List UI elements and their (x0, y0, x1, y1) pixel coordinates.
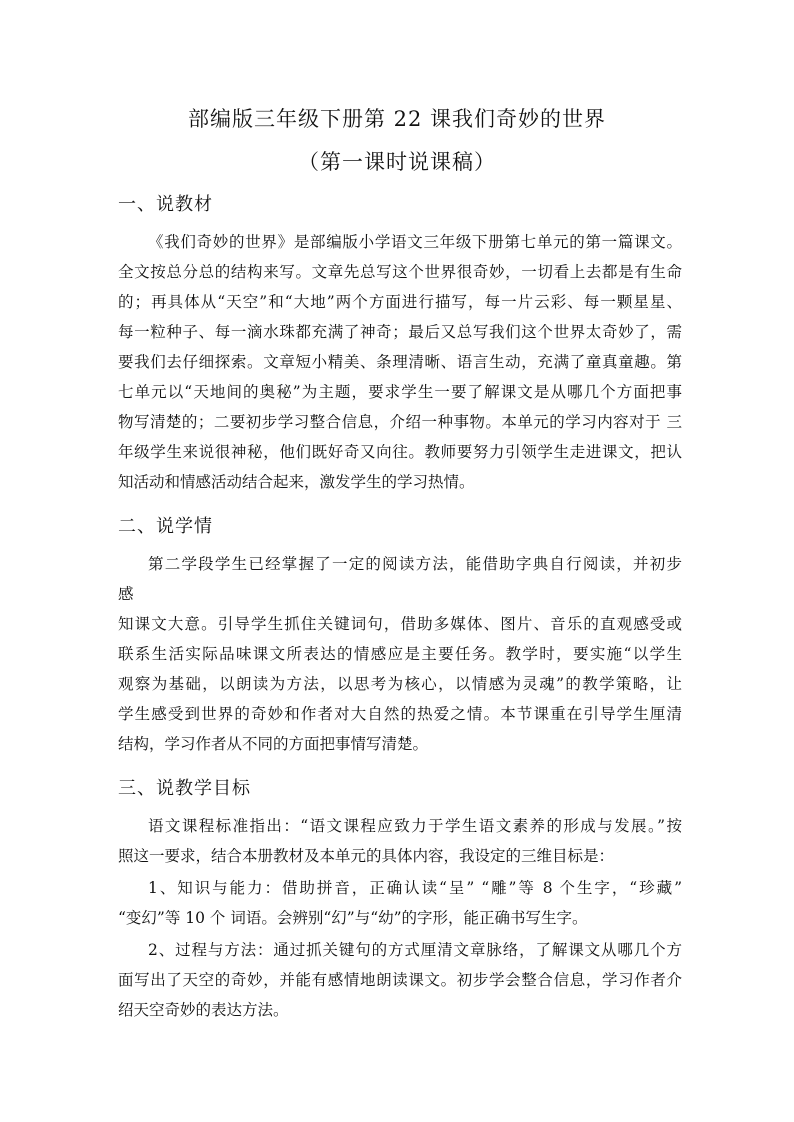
paragraph-line: 《我们奇妙的世界》是部编版小学语文三年级下册第七单元的第一篇课文。 (148, 233, 682, 251)
paragraph-line: 要我们去仔细探索。文章短小精美、条理清晰、语言生动，充满了童真童趣。第 (118, 353, 682, 371)
paragraph-line: 每一粒种子、每一滴水珠都充满了神奇；最后又总写我们这个世界太奇妙了，需 (118, 323, 682, 341)
paragraph-line: 观察为基础，以朗读为方法，以思考为核心，以情感为灵魂”的教学策略，让 (118, 675, 682, 693)
section-heading-textbook: 一、说教材 (118, 194, 213, 215)
section-heading-objectives: 三、说教学目标 (118, 778, 251, 799)
paragraph-line: 知课文大意。引导学生抓住关键词句，借助多媒体、图片、音乐的直观感受或 (118, 615, 682, 633)
paragraph-line: 联系生活实际品味课文所表达的情感应是主要任务。教学时，要实施“以学生 (118, 645, 682, 663)
paragraph-line: 七单元以“天地间的奥秘”为主题，要求学生一要了解课文是从哪几个方面把事 (118, 383, 682, 401)
paragraph-line: 感 (118, 585, 134, 603)
paragraph-line: 绍天空奇妙的表达方法。 (118, 1001, 289, 1019)
paragraph-line: 知活动和情感活动结合起来，激发学生的学习热情。 (118, 473, 475, 491)
paragraph-line: 语文课程标准指出：“语文课程应致力于学生语文素养的形成与发展。”按 (148, 817, 682, 835)
section-heading-learners: 二、说学情 (118, 516, 213, 537)
paragraph-line: 第二学段学生已经掌握了一定的阅读方法，能借助字典自行阅读，并初步 (148, 555, 682, 573)
paragraph-line: 学生感受到世界的奇妙和作者对大自然的热爱之情。本节课重在引导学生厘清 (118, 705, 682, 723)
paragraph-line: 物写清楚的；二要初步学习整合信息，介绍一种事物。本单元的学习内容对于 三 (118, 413, 682, 431)
paragraph-line: 结构，学习作者从不同的方面把事情写清楚。 (118, 735, 429, 753)
paragraph-line: 面写出了天空的奇妙，并能有感情地朗读课文。初步学会整合信息，学习作者介 (118, 971, 682, 989)
paragraph-line: 的；再具体从“天空”和“大地”两个方面进行描写，每一片云彩、每一颗星星、 (118, 293, 682, 311)
paragraph-line: 2、过程与方法：通过抓关键句的方式厘清文章脉络，了解课文从哪几个方 (148, 941, 682, 959)
document-subtitle: （第一课时说课稿） (298, 150, 496, 174)
document-title: 部编版三年级下册第 22 课我们奇妙的世界 (187, 107, 607, 131)
paragraph-line: 年级学生来说很神秘，他们既好奇又向往。教师要努力引领学生走进课文，把认 (118, 443, 682, 461)
paragraph-line: 照这一要求，结合本册教材及本单元的具体内容，我设定的三维目标是： (118, 847, 615, 865)
paragraph-line: 1、知识与能力：借助拼音，正确认读“呈” “雕”等 8 个生字，“珍藏” (148, 879, 682, 897)
paragraph-line: 全文按总分总的结构来写。文章先总写这个世界很奇妙，一切看上去都是有生命 (118, 263, 682, 281)
paragraph-line: “变幻”等 10 个 词语。会辨别“幻”与“幼”的字形，能正确书写生字。 (118, 909, 588, 927)
